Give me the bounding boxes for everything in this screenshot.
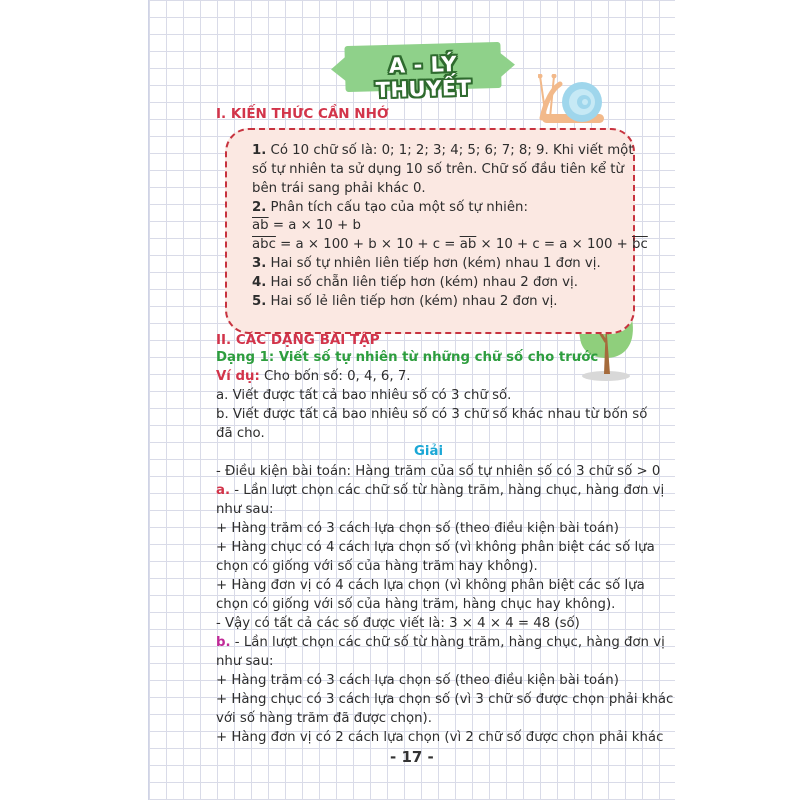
snail-icon — [538, 74, 608, 126]
overline-abc: $\overline{abc}$ — [252, 237, 276, 252]
knowledge-item-1-line-3: bên trái sang phải khác 0. — [252, 181, 426, 196]
item-number: 1. — [252, 143, 267, 158]
formula-rest: = a × 10 + b — [268, 218, 361, 233]
page-number: - 17 - — [390, 748, 434, 766]
overline-ab-2: $\overline{ab}$ — [459, 237, 477, 252]
solution-text: - Lần lượt chọn các chữ số từ hàng trăm, hàng chục, hàng đơn vị — [230, 635, 665, 650]
knowledge-item-1-line-2: số tự nhiên ta sử dụng 10 số trên. Chữ số đầu tiên kể từ — [252, 162, 624, 177]
section-banner — [344, 42, 501, 103]
formula-part-2: × 10 + c = a × 100 + — [476, 237, 633, 252]
solution-b-line-1 — [216, 635, 665, 650]
example-question-b-line-2: đã cho. — [216, 426, 265, 441]
solution-b-line-3: + Hàng trăm có 3 cách lựa chọn số (theo điều kiện bài toán) — [216, 673, 619, 688]
solution-b-line-2: như sau: — [216, 654, 274, 669]
solution-b-line-6: + Hàng đơn vị có 2 cách lựa chọn (vì 2 chữ số được chọn phải khác — [216, 730, 664, 745]
overline-bc: $\overline{bc}$ — [632, 237, 648, 252]
solution-a-line-7: chọn có giống với số của hàng trăm, hàng chục hay không). — [216, 597, 616, 612]
solution-a-line-5: chọn có giống với số của hàng trăm hay không). — [216, 559, 538, 574]
section-1-title: I. KIẾN THỨC CẦN NHỚ — [216, 106, 389, 122]
item-text: Có 10 chữ số là: 0; 1; 2; 3; 4; 5; 6; 7; 8; 9. Khi viết một — [266, 143, 634, 158]
knowledge-item-5 — [252, 294, 558, 309]
part-a-label: a. — [216, 483, 231, 498]
solution-b-line-5: với số hàng trăm đã được chọn). — [216, 711, 432, 726]
solution-b-line-4: + Hàng chục có 3 cách lựa chọn số (vì 3 chữ số được chọn phải khác — [216, 692, 674, 707]
solution-a-line-4: + Hàng chục có 4 cách lựa chọn số (vì không phân biệt các số lựa — [216, 540, 655, 555]
example-question-b-line-1: b. Viết được tất cả bao nhiêu số có 3 chữ số khác nhau từ bốn số — [216, 407, 648, 422]
item-text: Hai số tự nhiên liên tiếp hơn (kém) nhau 1 đơn vị. — [266, 256, 601, 271]
item-number: 5. — [252, 294, 267, 309]
solution-a-line-1 — [216, 483, 664, 498]
formula-part: = a × 100 + b × 10 + c = — [275, 237, 460, 252]
section-2-title: II. CÁC DẠNG BÀI TẬP — [216, 332, 380, 348]
knowledge-item-2 — [252, 200, 528, 215]
solution-title: Giải — [414, 444, 444, 459]
knowledge-item-3 — [252, 256, 601, 271]
knowledge-item-4 — [252, 275, 578, 290]
formula-ab — [252, 218, 361, 233]
knowledge-item-1-line-1 — [252, 143, 634, 158]
solution-a-line-8: - Vậy có tất cả các số được viết là: 3 × 4 × 4 = 48 (số) — [216, 616, 580, 631]
item-number: 4. — [252, 275, 267, 290]
item-text: Phân tích cấu tạo của một số tự nhiên: — [266, 200, 528, 215]
overline-ab: $\overline{ab}$ — [252, 218, 269, 233]
item-text: Hai số lẻ liên tiếp hơn (kém) nhau 2 đơn vị. — [266, 294, 558, 309]
solution-a-line-3: + Hàng trăm có 3 cách lựa chọn số (theo điều kiện bài toán) — [216, 521, 619, 536]
item-number: 2. — [252, 200, 267, 215]
solution-condition: - Điều kiện bài toán: Hàng trăm của số tự nhiên số có 3 chữ số > 0 — [216, 464, 661, 479]
part-b-label: b. — [216, 635, 231, 650]
solution-a-line-6: + Hàng đơn vị có 4 cách lựa chọn (vì không phân biệt các số lựa — [216, 578, 645, 593]
banner-title: A - LÝ THUYẾT — [375, 52, 472, 103]
item-number: 3. — [252, 256, 267, 271]
solution-text: - Lần lượt chọn các chữ số từ hàng trăm, hàng chục, hàng đơn vị — [230, 483, 665, 498]
solution-a-line-2: như sau: — [216, 502, 274, 517]
example-text: Cho bốn số: 0, 4, 6, 7. — [259, 369, 411, 384]
dang-1-title: Dạng 1: Viết số tự nhiên từ những chữ số cho trước — [216, 350, 599, 365]
item-text: Hai số chẵn liên tiếp hơn (kém) nhau 2 đơn vị. — [266, 275, 578, 290]
example-label: Ví dụ: — [216, 369, 260, 384]
formula-abc — [252, 237, 648, 252]
example-question-a: a. Viết được tất cả bao nhiêu số có 3 chữ số. — [216, 388, 512, 403]
example-intro — [216, 369, 411, 384]
